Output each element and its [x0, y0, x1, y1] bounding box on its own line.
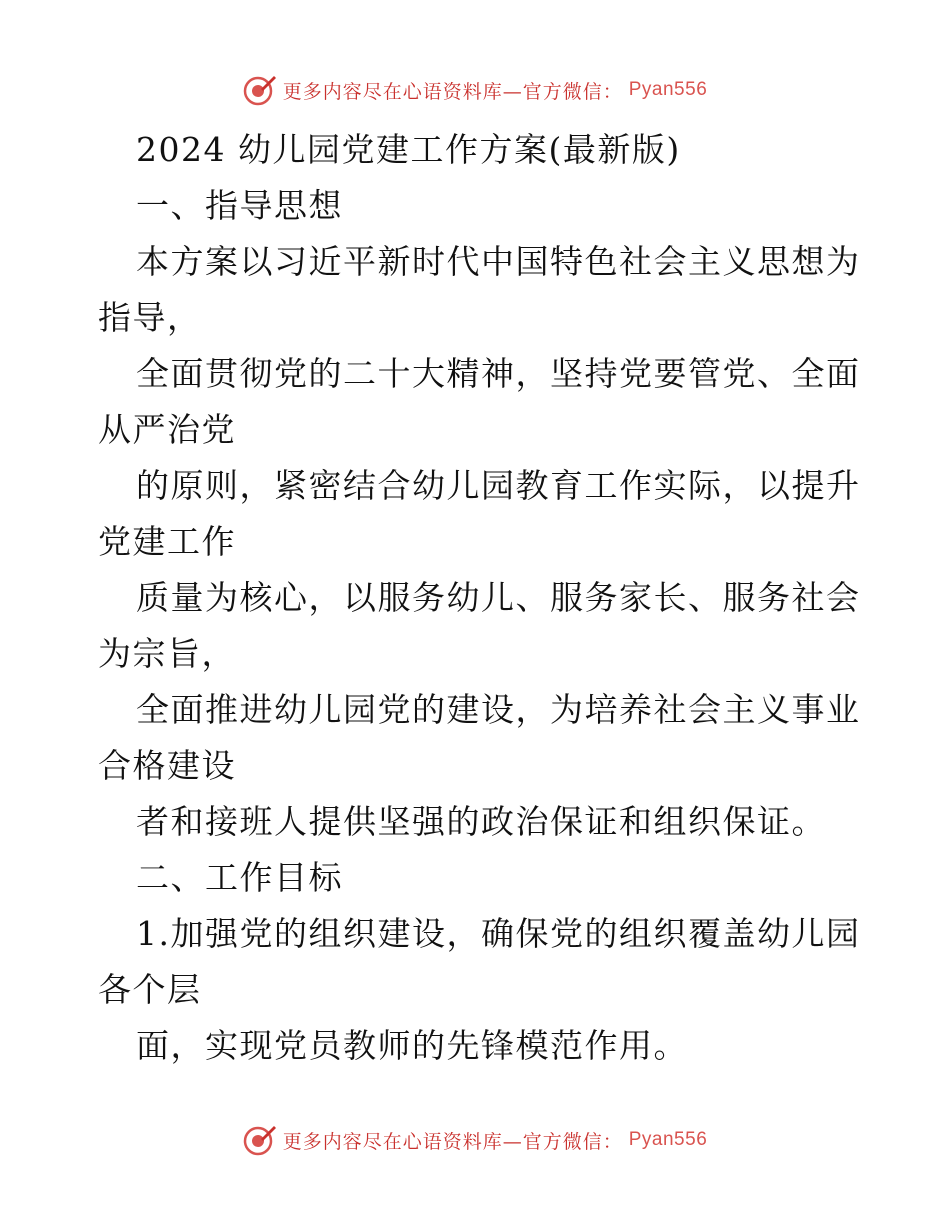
text-line: 为宗旨， [98, 634, 236, 673]
pen-logo-icon [243, 1123, 277, 1157]
text-line: 本方案以习近平新时代中国特色社会主义思想为 [136, 242, 861, 281]
text-line: 的原则，紧密结合幼儿园教育工作实际，以提升 [136, 466, 861, 505]
text-line: 各个层 [98, 970, 202, 1009]
text-line: 二、工作目标 [136, 858, 343, 897]
text-line: 全面推进幼儿园党的建设，为培养社会主义事业 [136, 690, 861, 729]
watermark-handle: Pyan556 [628, 1129, 708, 1150]
text-line: 党建工作 [98, 522, 236, 561]
text-line: 1.加强党的组织建设，确保党的组织覆盖幼儿园 [136, 914, 861, 953]
pen-logo-icon [243, 73, 277, 107]
watermark-text: 更多内容尽在心语资料库—官方微信： [282, 80, 623, 103]
document-body [98, 122, 861, 1074]
text-line: 者和接班人提供坚强的政治保证和组织保证。 [136, 802, 826, 841]
text-line: 从严治党 [98, 410, 236, 449]
text-line: 全面贯彻党的二十大精神，坚持党要管党、全面 [136, 354, 861, 393]
watermark-handle: Pyan556 [628, 79, 708, 100]
text-line: 指导， [98, 298, 202, 337]
text-line: 合格建设 [98, 746, 236, 785]
text-line: 一、指导思想 [136, 186, 343, 225]
header-watermark [0, 70, 950, 110]
watermark-text: 更多内容尽在心语资料库—官方微信： [282, 1130, 623, 1153]
footer-watermark [0, 1120, 950, 1160]
text-line: 质量为核心，以服务幼儿、服务家长、服务社会 [136, 578, 861, 617]
text-line: 面，实现党员教师的先锋模范作用。 [136, 1026, 688, 1065]
text-line: 2024 幼儿园党建工作方案(最新版) [136, 130, 681, 169]
